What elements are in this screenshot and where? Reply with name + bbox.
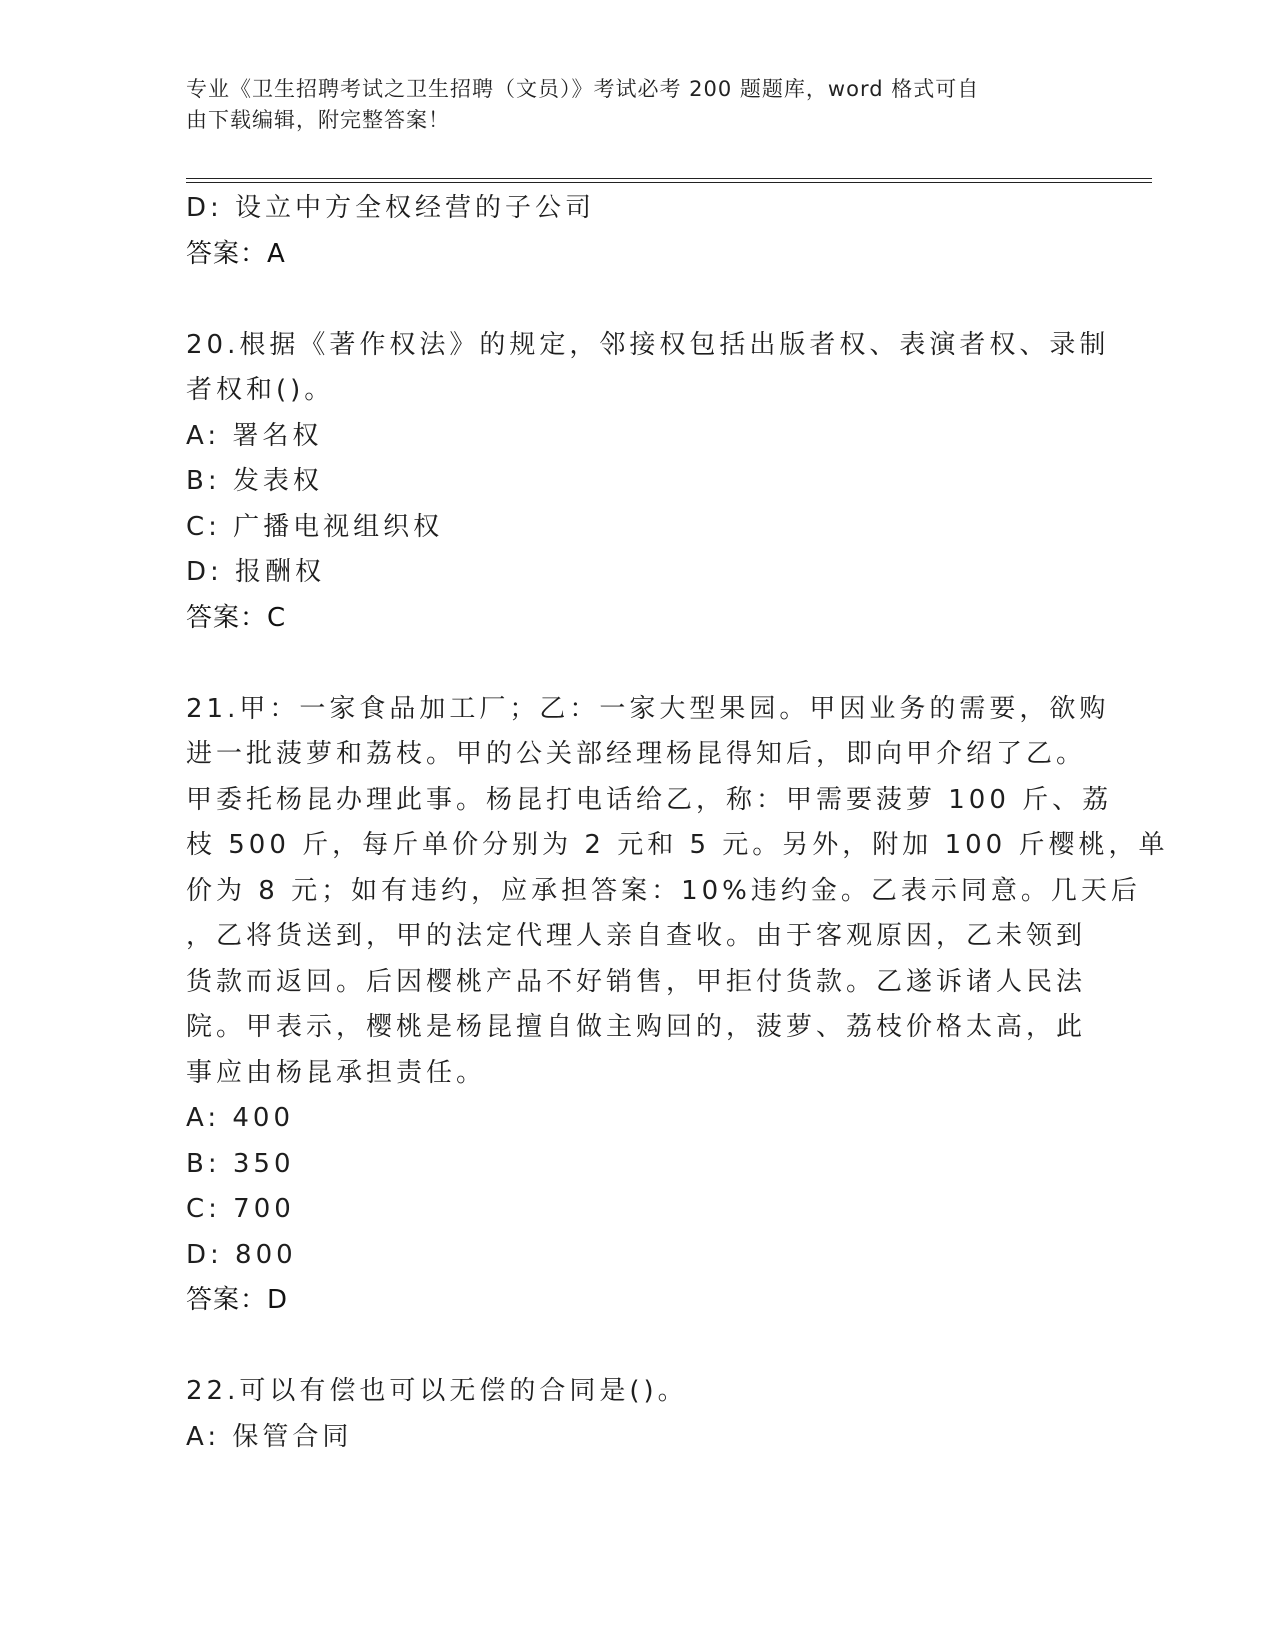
question-22	[186, 1369, 1086, 1460]
spacer	[186, 1324, 1086, 1370]
question-stem: 20.根据《著作权法》的规定，邻接权包括出版者权、表演者权、录制	[186, 329, 1110, 360]
option-b: B: 发表权	[186, 466, 323, 496]
option-c: C: 700	[186, 1194, 295, 1224]
question-stem: 21.甲：一家食品加工厂；乙：一家大型果园。甲因业务的需要，欲购	[186, 693, 1110, 724]
question-stem: 院。甲表示，樱桃是杨昆擅自做主购回的，菠萝、荔枝价格太高，此	[186, 1012, 1087, 1042]
option-a: A: 署名权	[186, 420, 323, 451]
question-stem: 甲委托杨昆办理此事。杨昆打电话给乙，称：甲需要菠萝 100 斤、荔	[186, 784, 1113, 815]
answer-label: 答案：C	[186, 602, 287, 633]
question-stem: 价为 8 元；如有违约，应承担答案：10%违约金。乙表示同意。几天后	[186, 875, 1141, 906]
option-d: D: 800	[186, 1239, 297, 1270]
question-stem: 事应由杨昆承担责任。	[186, 1057, 487, 1088]
question-stem: ，乙将货送到，甲的法定代理人亲自查收。由于客观原因，乙未领到	[186, 921, 1087, 951]
question-stem: 货款而返回。后因樱桃产品不好销售，甲拒付货款。乙遂诉诸人民法	[186, 966, 1087, 997]
option-a: A: 400	[186, 1103, 294, 1133]
header-rule-bottom	[186, 182, 1152, 183]
option-c: C: 广播电视组织权	[186, 511, 444, 542]
header-line-1: 专业《卫生招聘考试之卫生招聘（文员）》考试必考 200 题题库，word 格式可自	[186, 77, 980, 101]
question-20	[186, 323, 1110, 642]
spacer	[186, 277, 1086, 323]
header-rule-top	[186, 178, 1152, 179]
answer-label: 答案：A	[186, 238, 286, 269]
option-d: D: 设立中方全权经营的子公司	[186, 193, 596, 223]
header-line-2: 由下载编辑，附完整答案！	[186, 108, 450, 132]
spacer	[186, 641, 1086, 687]
question-content	[186, 186, 1169, 1460]
question-21	[186, 687, 1169, 1324]
option-b: B: 350	[186, 1148, 295, 1179]
question-19-tail	[186, 186, 1086, 277]
question-stem: 进一批菠萝和荔枝。甲的公关部经理杨昆得知后，即向甲介绍了乙。	[186, 739, 1087, 769]
answer-label: 答案：D	[186, 1285, 289, 1315]
question-stem: 者权和()。	[186, 375, 335, 405]
page-header	[186, 74, 1066, 136]
question-stem: 22.可以有偿也可以无偿的合同是()。	[186, 1376, 688, 1406]
question-stem: 枝 500 斤，每斤单价分别为 2 元和 5 元。另外，附加 100 斤樱桃，单	[186, 830, 1169, 860]
option-a: A: 保管合同	[186, 1421, 353, 1452]
option-d: D: 报酬权	[186, 557, 326, 587]
